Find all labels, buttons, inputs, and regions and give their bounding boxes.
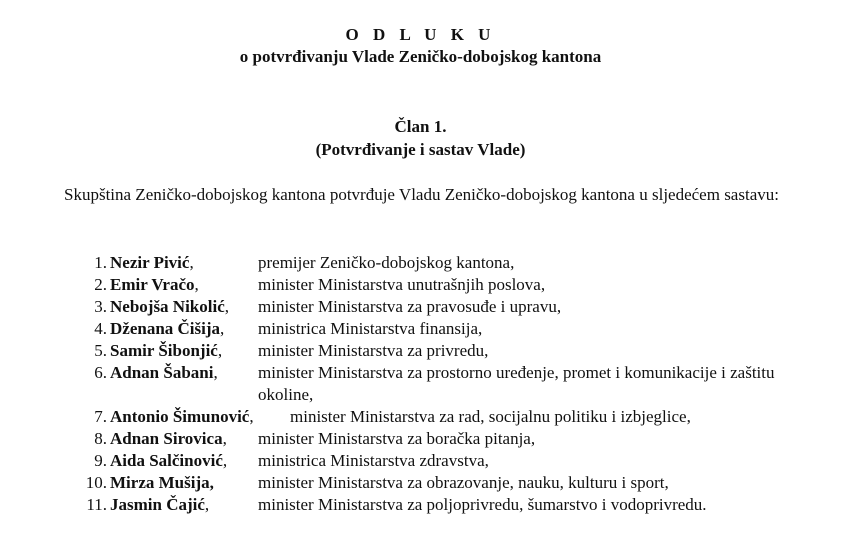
member-role: premijer Zeničko-dobojskog kantona,	[258, 253, 515, 272]
item-number: 10.	[85, 473, 107, 492]
member-role: minister Ministarstva za poljoprivredu, šumarstvo i vodoprivredu.	[258, 495, 707, 514]
item-number: 7.	[94, 407, 107, 426]
member-role: ministrica Ministarstva finansija,	[258, 319, 483, 338]
item-number: 2.	[94, 275, 107, 294]
list-item	[0, 362, 841, 406]
item-number: 4.	[94, 319, 107, 338]
list-item	[0, 340, 841, 362]
member-name: Samir Šibonjić,	[110, 341, 223, 360]
article-title: (Potvrđivanje i sastav Vlade)	[315, 140, 526, 159]
item-number: 3.	[94, 297, 107, 316]
document-subtitle: o potvrđivanju Vlade Zeničko-dobojskog kantona	[239, 47, 602, 66]
document-title: O D L U K U	[345, 25, 496, 44]
member-name: Jasmin Čajić,	[110, 495, 210, 514]
member-role: minister Ministarstva za rad, socijalnu politiku i izbjeglice,	[290, 407, 691, 426]
item-number: 6.	[94, 363, 107, 382]
list-item	[0, 428, 841, 450]
list-item	[0, 406, 841, 428]
member-name: Adnan Šabani,	[110, 363, 218, 382]
list-item	[0, 274, 841, 296]
member-role: minister Ministarstva za prostorno uređenje, promet i komunikacije i zaštitu okoline,	[258, 363, 775, 404]
member-role: ministrica Ministarstva zdravstva,	[258, 451, 489, 470]
member-name: Nezir Pivić,	[110, 253, 194, 272]
member-name: Emir Vračo,	[110, 275, 199, 294]
list-item	[0, 318, 841, 340]
members-list	[0, 252, 841, 516]
item-number: 5.	[94, 341, 107, 360]
member-role: minister Ministarstva za privredu,	[258, 341, 489, 360]
article-number: Član 1.	[394, 117, 447, 136]
member-name: Antonio Šimunović,	[110, 407, 254, 426]
member-role: minister Ministarstva za boračka pitanja,	[258, 429, 536, 448]
list-item	[0, 450, 841, 472]
member-name: Mirza Mušija,	[110, 473, 214, 492]
member-role: minister Ministarstva unutrašnjih poslova,	[258, 275, 546, 294]
intro-paragraph: Skupština Zeničko-dobojskog kantona potvrđuje Vladu Zeničko-dobojskog kantona u sljedećem sastavu:	[64, 185, 779, 204]
list-item	[0, 296, 841, 318]
member-name: Dženana Čišija,	[110, 319, 225, 338]
member-name: Aida Salčinović,	[110, 451, 228, 470]
list-item	[0, 472, 841, 494]
list-item	[0, 252, 841, 274]
member-role: minister Ministarstva za obrazovanje, nauku, kulturu i sport,	[258, 473, 669, 492]
member-name: Nebojša Nikolić,	[110, 297, 229, 316]
item-number: 1.	[94, 253, 107, 272]
member-role: minister Ministarstva za pravosuđe i upravu,	[258, 297, 562, 316]
item-number: 8.	[94, 429, 107, 448]
item-number: 11.	[86, 495, 107, 514]
list-item	[0, 494, 841, 516]
item-number: 9.	[94, 451, 107, 470]
member-name: Adnan Sirovica,	[110, 429, 227, 448]
